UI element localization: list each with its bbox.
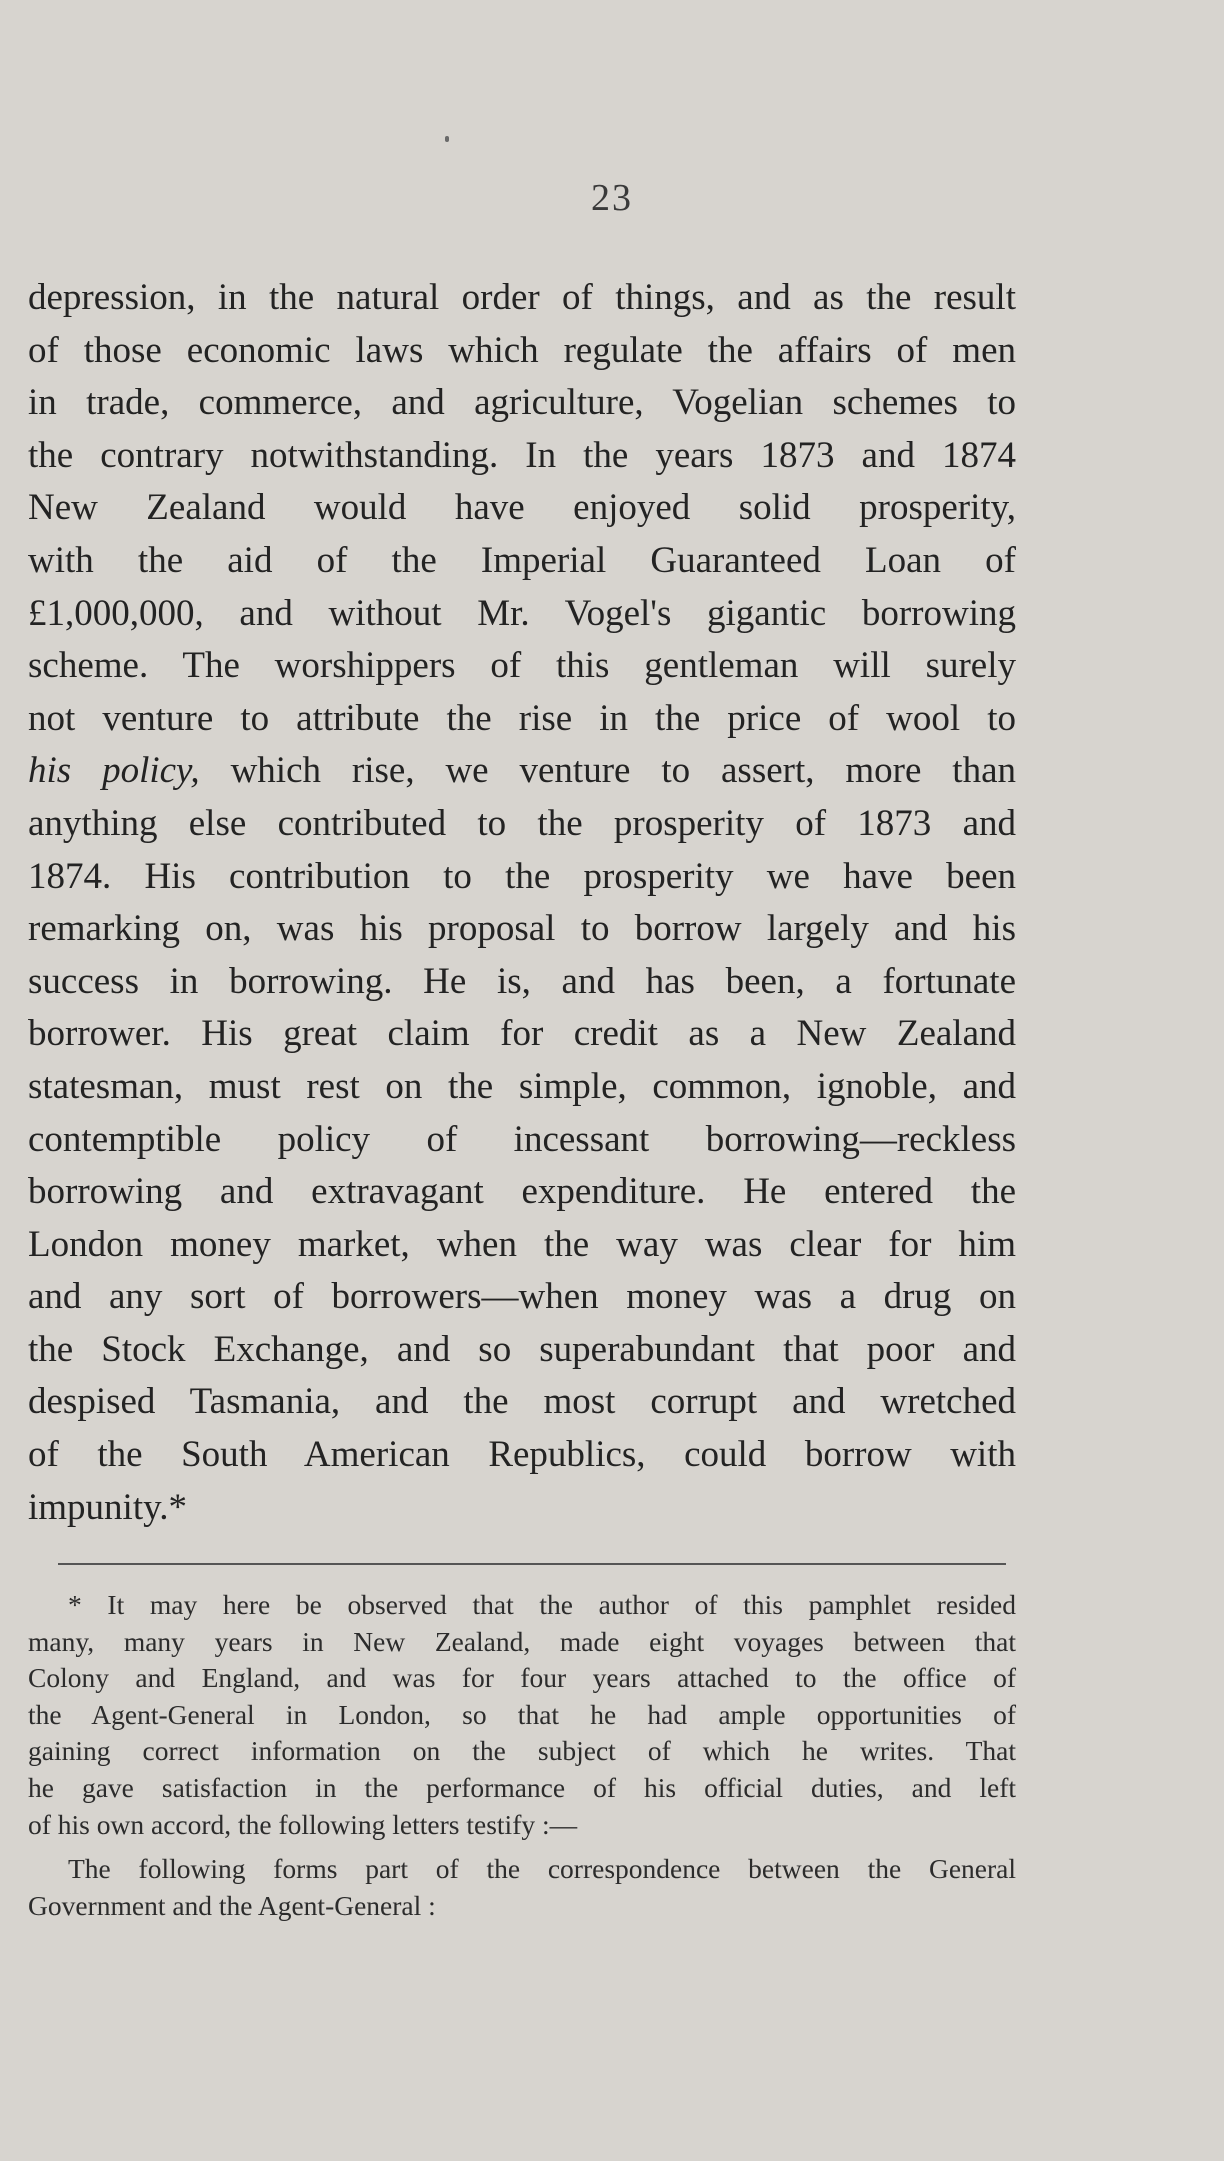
footnote-line: he gave satisfaction in the performance of his official duties, and left (28, 1771, 1016, 1803)
page-number: 23 (591, 177, 633, 219)
print-speck (445, 136, 449, 142)
footnote-line: gaining correct information on the subject of which he writes. That (28, 1735, 1016, 1767)
body-line: and any sort of borrowers—when money was a drug on (28, 1276, 1016, 1318)
body-line: £1,000,000, and without Mr. Vogel's gigantic borrowing (28, 592, 1016, 634)
body-line: statesman, must rest on the simple, common, ignoble, and (28, 1065, 1016, 1107)
body-line-with-italic (28, 745, 1016, 798)
body-line: the Stock Exchange, and so superabundant that poor and (28, 1328, 1016, 1370)
body-line: New Zealand would have enjoyed solid prosperity, (28, 487, 1016, 529)
body-line: despised Tasmania, and the most corrupt and wretched (28, 1381, 1016, 1423)
body-line: borrower. His great claim for credit as a New Zealand (28, 1013, 1016, 1055)
body-line: 1874. His contribution to the prosperity we have been (28, 855, 1016, 897)
footnote-line: Colony and England, and was for four years attached to the office of (28, 1662, 1016, 1694)
body-line: London money market, when the way was clear for him (28, 1223, 1016, 1265)
body-line: depression, in the natural order of things, and as the result (28, 277, 1016, 318)
body-line: success in borrowing. He is, and has been, a fortunate (28, 960, 1016, 1002)
footnote-line: * It may here be observed that the author of this pamphlet resided (68, 1589, 1016, 1620)
body-line: with the aid of the Imperial Guaranteed Loan of (28, 539, 1016, 581)
body-line: scheme. The worshippers of this gentleman will surely (28, 645, 1016, 687)
footnote-line: of his own accord, the following letters testify :— (28, 1808, 578, 1840)
footnote (28, 1587, 1016, 1924)
body-line: anything else contributed to the prosperity of 1873 and (28, 802, 1016, 844)
footnote-divider (58, 1563, 1006, 1565)
footnote-line: The following forms part of the correspondence between the General (68, 1853, 1016, 1885)
body-line: contemptible policy of incessant borrowing—reckless (28, 1118, 1016, 1160)
footnote-line: Government and the Agent-General : (28, 1889, 436, 1921)
body-line: in trade, commerce, and agriculture, Vogelian schemes to (28, 382, 1016, 424)
italic-phrase: his policy, (28, 750, 200, 792)
footnote-line: many, many years in New Zealand, made eight voyages between that (28, 1625, 1016, 1657)
body-line-rest: which rise, we venture to assert, more than (230, 750, 1016, 792)
body-line: the contrary notwithstanding. In the years 1873 and 1874 (28, 434, 1016, 476)
body-line: of the South American Republics, could borrow with (28, 1434, 1016, 1476)
body-line: impunity.* (28, 1486, 187, 1528)
main-paragraph (28, 272, 1016, 1534)
footnote-line: the Agent-General in London, so that he had ample opportunities of (28, 1698, 1016, 1730)
body-line: remarking on, was his proposal to borrow largely and his (28, 908, 1016, 950)
body-line: borrowing and extravagant expenditure. He entered the (28, 1171, 1016, 1213)
body-line: not venture to attribute the rise in the price of wool to (28, 697, 1016, 739)
body-line: of those economic laws which regulate the affairs of men (28, 329, 1016, 371)
